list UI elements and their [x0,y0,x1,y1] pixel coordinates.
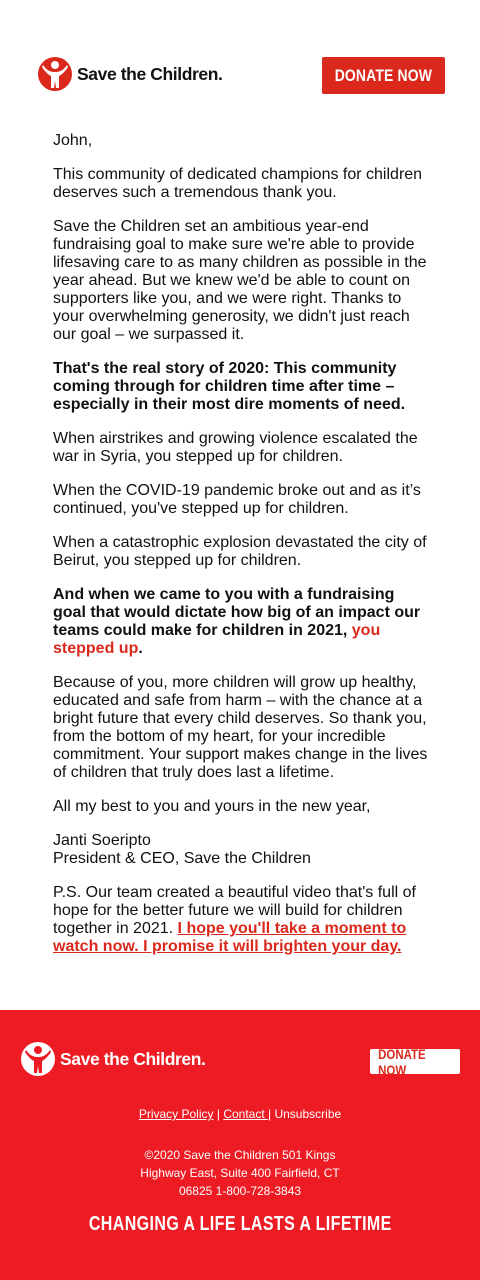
tagline [0,1213,480,1236]
footer-logo[interactable] [20,1040,205,1078]
signature [53,832,429,868]
signature-title: President & CEO, Save the Children [53,850,311,867]
letter-body [53,132,429,972]
paragraph: When a catastrophic explosion devastated the city of Beirut, you stepped up for children. [53,534,427,569]
child-figure-icon [37,55,73,93]
signature-name: Janti Soeripto [53,832,151,849]
address-line: 06825 1-800-728-3843 [178,1184,302,1198]
footer-links [0,1107,480,1121]
stepped-up-highlight: you stepped up [53,622,381,657]
email-header [0,0,480,128]
donate-now-label: DONATE NOW [334,65,433,85]
postscript [53,884,429,956]
greeting: John, [53,132,93,149]
address-line: Highway East, Suite 400 Fairfield, CT [140,1166,340,1180]
closing: All my best to you and yours in the new year, [53,798,371,815]
footer-address [0,1146,480,1200]
address-line: ©2020 Save the Children 501 Kings [144,1148,336,1162]
save-the-children-logo[interactable] [37,55,222,93]
paragraph: This community of dedicated champions for children deserves such a tremendous thank you. [53,166,423,201]
logo-text: Save the Children. [77,63,223,84]
unsubscribe-link[interactable]: Unsubscribe [274,1107,342,1121]
footer-donate-now-button[interactable] [370,1045,460,1078]
separator: | [213,1107,224,1121]
paragraph: Because of you, more children will grow up healthy, educated and safe from harm – with the chance at a bright future that every child deserves. So thank you, from the bottom of my heart, for your incredible commitment. Your support makes change in the lives of children that truly does last a lifetime. [53,674,428,781]
paragraph-bold: That's the real story of 2020: This community coming through for children time after time – especially in their most dire moments of need. [53,360,406,413]
paragraph-bold-highlight [53,586,429,658]
tagline-text: CHANGING A LIFE LASTS A LIFETIME [88,1213,392,1235]
watch-video-link[interactable]: I hope you'll take a moment to watch now. I promise it will brighten your day. [53,920,407,955]
footer-logo-text: Save the Children. [60,1048,206,1069]
email-footer [0,1010,480,1280]
footer-donate-label: DONATE NOW [378,1045,426,1078]
ps-text: P.S. Our team created a beautiful video that's full of hope for the better future we will build for children together in 2021. [53,884,416,937]
separator: | [268,1107,275,1121]
p7-text: And when we came to you with a fundraising goal that would dictate how big of an impact our teams could make for children in 2021, [53,586,421,639]
child-figure-icon [20,1040,56,1078]
p7-end: . [138,640,143,657]
contact-link[interactable]: Contact [223,1107,269,1121]
paragraph: When airstrikes and growing violence escalated the war in Syria, you stepped up for children. [53,430,418,465]
donate-now-button[interactable] [322,57,445,94]
privacy-policy-link[interactable]: Privacy Policy [138,1107,214,1121]
paragraph: When the COVID-19 pandemic broke out and as it’s continued, you've stepped up for children. [53,482,421,517]
paragraph: Save the Children set an ambitious year-end fundraising goal to make sure we're able to provide lifesaving care to as many children as possible in the year ahead. But we knew we'd be able to count on supporters like you, and we were right. Thanks to your overwhelming generosity, we didn't just reach our goal – we surpassed it. [53,218,427,343]
